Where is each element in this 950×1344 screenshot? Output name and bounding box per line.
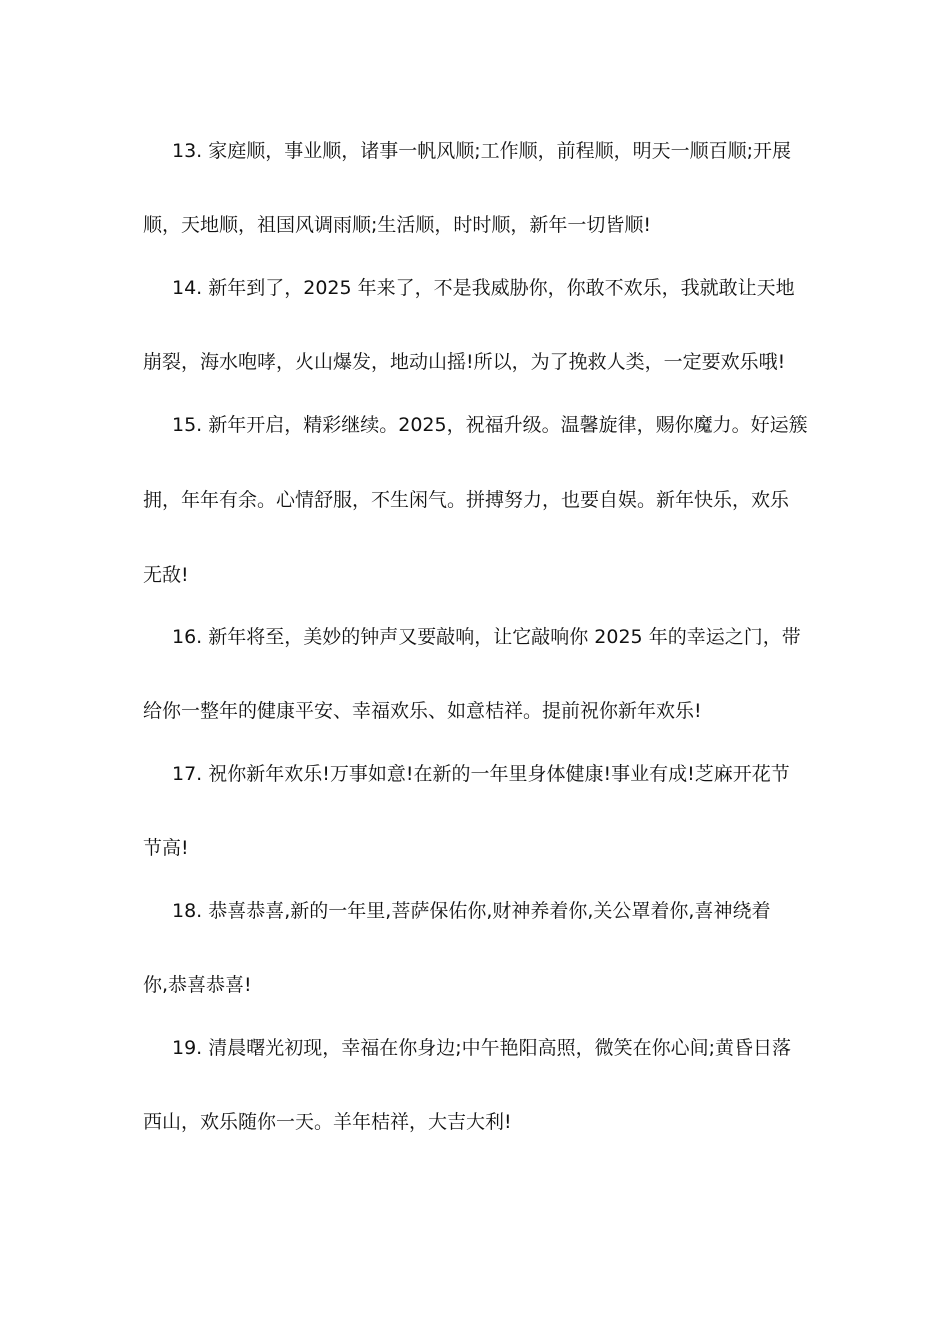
item-18-line-2: 你,恭喜恭喜! [143,974,252,996]
item-19-line-2: 西山，欢乐随你一天。羊年桔祥，大吉大利! [143,1111,512,1133]
item-15-line-2: 拥，年年有余。心情舒服，不生闲气。拼搏努力，也要自娱。新年快乐，欢乐 [143,489,790,511]
item-17-line-2: 节高! [143,837,189,859]
item-19-line-1: 19. 清晨曙光初现，幸福在你身边;中午艳阳高照，微笑在你心间;黄昏日落 [172,1037,792,1059]
item-16-line-2: 给你一整年的健康平安、幸福欢乐、如意桔祥。提前祝你新年欢乐! [143,700,702,722]
item-14-line-2: 崩裂，海水咆哮，火山爆发，地动山摇!所以，为了挽救人类，一定要欢乐哦! [143,351,786,373]
item-18-line-1: 18. 恭喜恭喜,新的一年里,菩萨保佑你,财神养着你,关公罩着你,喜神绕着 [172,900,771,922]
item-15-line-3: 无敌! [143,564,189,586]
item-13-line-2: 顺，天地顺，祖国风调雨顺;生活顺，时时顺，新年一切皆顺! [143,214,652,236]
item-17-line-1: 17. 祝你新年欢乐!万事如意!在新的一年里身体健康!事业有成!芝麻开花节 [172,763,790,785]
item-13-line-1: 13. 家庭顺，事业顺，诸事一帆风顺;工作顺，前程顺，明天一顺百顺;开展 [172,140,792,162]
item-14-line-1: 14. 新年到了，2025 年来了，不是我威胁你，你敢不欢乐，我就敢让天地 [172,277,795,299]
item-15-line-1: 15. 新年开启，精彩继续。2025，祝福升级。温馨旋律，赐你魔力。好运簇 [172,414,808,436]
item-16-line-1: 16. 新年将至，美妙的钟声又要敲响，让它敲响你 2025 年的幸运之门，带 [172,626,801,648]
